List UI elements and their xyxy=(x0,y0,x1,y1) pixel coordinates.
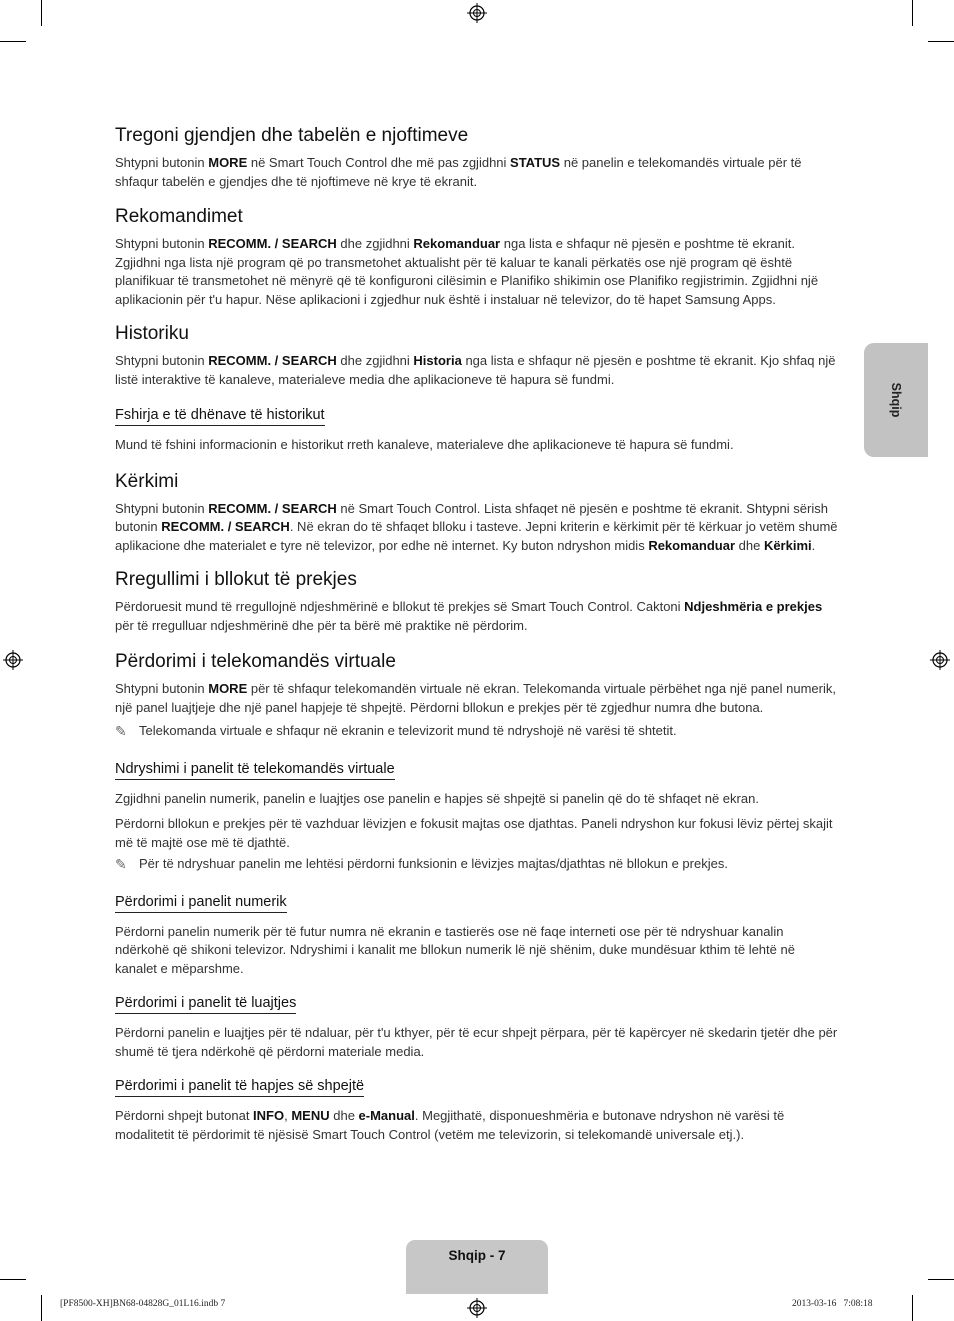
crop-mark xyxy=(928,41,954,42)
section-body: Përdoruesit mund të rregullojnë ndjeshmërinë e bllokut të prekjes së Smart Touch Control. Caktoni Ndjeshmëria e prekjes për të rregulluar ndjeshmërinë dhe për ta bërë më praktike në përdorim. xyxy=(115,599,823,633)
page-number-tab xyxy=(406,1240,548,1294)
registration-mark-icon xyxy=(467,3,487,23)
subsection-title: Fshirja e të dhënave të historikut xyxy=(115,406,325,426)
subsection-body: Përdorni panelin e luajtjes për të ndaluar, për t'u kthyer, për të ecur shpejt përpara, për të kapërcyer në skedarin tjetër dhe për shumë të tjera ndërkohë që përdorni materiale media. xyxy=(115,1025,838,1059)
subsection-title: Përdorimi i panelit numerik xyxy=(115,893,287,913)
subsection-body: Përdorni bllokun e prekjes për të vazhduar lëvizjen e fokusit majtas ose djathtas. Paneli ndryshon kur fokusi lëviz përtej skajit më të majtë ose më të djathtë. xyxy=(115,816,833,850)
note: ✎ Për të ndryshuar panelin me lehtësi përdorni funksionin e lëvizjes majtas/djathtas në bllokun e prekjes. xyxy=(115,856,728,872)
section-title: Përdorimi i telekomandës virtuale xyxy=(115,651,396,672)
page-number: Shqip - 7 xyxy=(448,1248,506,1263)
crop-mark xyxy=(0,41,26,42)
crop-mark xyxy=(928,1279,954,1280)
section-body: Shtypni butonin MORE në Smart Touch Control dhe më pas zgjidhni STATUS në panelin e telekomandës virtuale për të shfaqur tabelën e gjendjes dhe të njoftimeve në krye të ekranit. xyxy=(115,155,802,189)
note: ✎ Telekomanda virtuale e shfaqur në ekranin e televizorit mund të ndryshojë në varësi të shtetit. xyxy=(115,723,677,739)
section-title: Rekomandimet xyxy=(115,206,243,227)
subsection-title: Ndryshimi i panelit të telekomandës virtuale xyxy=(115,760,395,780)
section-body: Shtypni butonin RECOMM. / SEARCH dhe zgjidhni Rekomanduar nga lista e shfaqur në pjesën e poshtme të ekranit. Zgjidhni nga lista një program që po transmetohet aktualisht për të kaluar te kanali përkatës ose një program që është planifikuar të transmetohet në mënyrë që të konfiguroni cilësimin e Planifiko shikimin ose Planifiko regjistrimin. Zgjidhni një aplikacionin për t'u hapur. Nëse aplikacioni i zgjedhur nuk është i instaluar në televizor, do të hapet Samsung Apps. xyxy=(115,236,819,307)
registration-mark-icon xyxy=(3,650,23,670)
language-side-tab-label: Shqip xyxy=(889,382,903,418)
crop-mark xyxy=(41,0,42,26)
language-side-tab xyxy=(864,343,928,457)
pencil-note-icon: ✎ xyxy=(115,856,127,872)
section-title: Kërkimi xyxy=(115,470,179,492)
pencil-note-icon: ✎ xyxy=(115,723,127,739)
crop-mark xyxy=(912,1295,913,1321)
subsection-body: Mund të fshini informacionin e historikut rreth kanaleve, materialeve dhe aplikacioneve të hapura së fundmi. xyxy=(115,437,734,452)
subsection-body: Përdorni panelin numerik për të futur numra në ekranin e tastierës ose në faqe interneti ose për të ndryshuar kanalin ndërkohë që shikoni televizor. Ndryshimi i kanalit me bllokun numerik lë një shënim, duke mundësuar kthim të lehtë në kanalet e mëparshme. xyxy=(115,923,795,976)
subsection-body: Zgjidhni panelin numerik, panelin e luajtjes ose panelin e hapjes së shpejtë si panelin që do të shfaqet në ekran. xyxy=(115,790,759,806)
section-body: Shtypni butonin RECOMM. / SEARCH dhe zgjidhni Historia nga lista e shfaqur në pjesën e poshtme të ekranit. Kjo shfaq një listë interaktive të kanaleve, materialeve media dhe aplikacioneve të hapura së fundmi. xyxy=(115,353,836,387)
page-content xyxy=(115,124,840,1144)
print-footer-file: [PF8500-XH]BN68-04828G_01L16.indb 7 xyxy=(60,1299,226,1309)
print-footer-timestamp: 2013-03-16 7:08:18 xyxy=(792,1299,873,1309)
section-title: Tregoni gjendjen dhe tabelën e njoftimeve xyxy=(115,125,469,146)
section-body: Shtypni butonin RECOMM. / SEARCH në Smart Touch Control. Lista shfaqet në pjesën e poshtme të ekranit. Shtypni sërish butonin RECOMM. / SEARCH. Në ekran do të shfaqet blloku i tasteve. Jepni kriterin e kërkimit për të kërkuar jo vetëm shumë aplikacione dhe materialet e tyre në televizor, por edhe në internet. Ky buton ndryshon midis Rekomanduar dhe Kërkimi. xyxy=(115,500,838,553)
section-body: Shtypni butonin MORE për të shfaqur telekomandën virtuale në ekran. Telekomanda virtuale përbëhet nga një panel numerik, një panel luajtjeje dhe një panel hapjeje të shpejtë. Përdorni bllokun e prekjes për të zgjedhur numra dhe butona. xyxy=(115,681,836,715)
crop-mark xyxy=(0,1279,26,1280)
subsection-title: Përdorimi i panelit të luajtjes xyxy=(115,994,296,1014)
subsection-title: Përdorimi i panelit të hapjes së shpejtë xyxy=(115,1077,364,1097)
section-title: Rregullimi i bllokut të prekjes xyxy=(115,569,357,590)
crop-mark xyxy=(41,1295,42,1321)
registration-mark-icon xyxy=(467,1298,487,1318)
section-title: Historiku xyxy=(115,323,189,344)
registration-mark-icon xyxy=(930,650,950,670)
crop-mark xyxy=(912,0,913,26)
subsection-body: Përdorni shpejt butonat INFO, MENU dhe e-Manual. Megjithatë, disponueshmëria e butonave ndryshon në varësi të modalitetit të përdorimit të njësisë Smart Touch Control (vetëm me televizorin, si telekomandë universale etj.). xyxy=(115,1108,785,1142)
